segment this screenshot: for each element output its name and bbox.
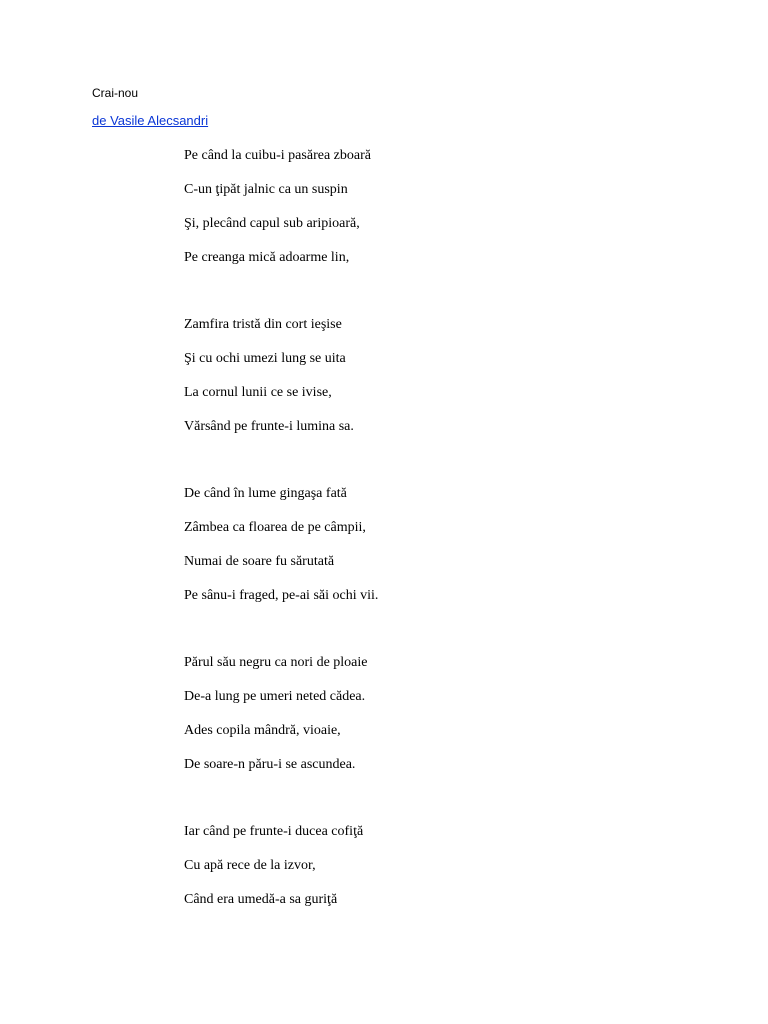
verse-line: Numai de soare fu sărutată — [184, 554, 335, 569]
verse-line: Iar când pe frunte-i ducea cofiţă — [184, 824, 364, 839]
verse-line: Vărsând pe frunte-i lumina sa. — [184, 419, 354, 434]
verse-line: Cu apă rece de la izvor, — [184, 858, 316, 873]
verse-line: De-a lung pe umeri neted cădea. — [184, 689, 366, 704]
verse-line: Zâmbea ca floarea de pe câmpii, — [184, 520, 366, 535]
poem-title: Crai-nou — [92, 86, 139, 100]
verse-line: Pe creanga mică adoarme lin, — [184, 250, 350, 265]
verse-line: Când era umedă-a sa guriţă — [184, 892, 338, 907]
verse-line: De când în lume gingaşa fată — [184, 486, 347, 501]
verse-line: Zamfira tristă din cort ieşise — [184, 317, 342, 332]
verse-line: De soare-n păru-i se ascundea. — [184, 757, 356, 772]
verse-line: Pe sânu-i fraged, pe-ai săi ochi vii. — [184, 588, 379, 603]
verse-line: La cornul lunii ce se ivise, — [184, 385, 332, 400]
verse-line: Ades copila mândră, vioaie, — [184, 723, 341, 738]
author-link[interactable]: de Vasile Alecsandri — [92, 113, 209, 128]
verse-line: Pe când la cuibu-i pasărea zboară — [184, 148, 371, 163]
verse-line: Şi cu ochi umezi lung se uita — [184, 351, 346, 366]
verse-line: C-un ţipăt jalnic ca un suspin — [184, 182, 348, 197]
verse-line: Părul său negru ca nori de ploaie — [184, 655, 368, 670]
verse-line: Şi, plecând capul sub aripioară, — [184, 216, 360, 231]
